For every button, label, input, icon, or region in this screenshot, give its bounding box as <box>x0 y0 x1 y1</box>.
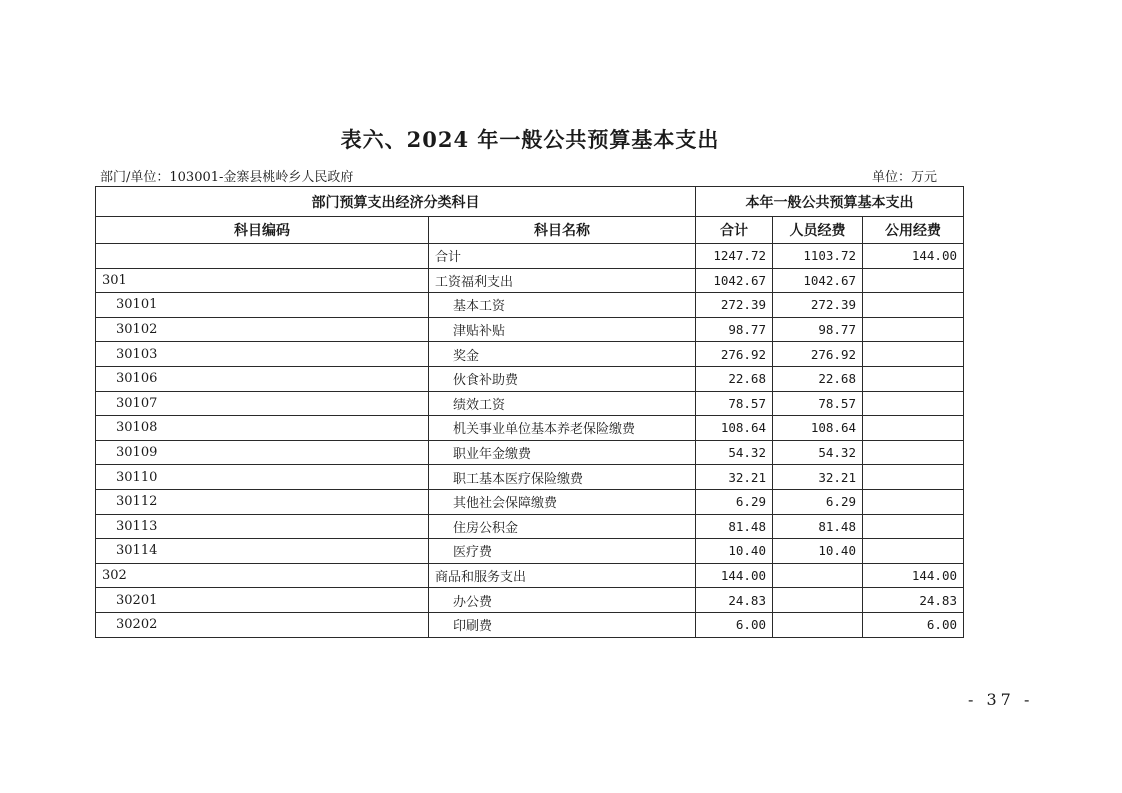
table-row <box>96 514 964 539</box>
cell-personnel: 108.64 <box>773 416 863 441</box>
cell-personnel: 22.68 <box>773 366 863 391</box>
cell-personnel: 54.32 <box>773 440 863 465</box>
cell-code: 301 <box>96 268 429 293</box>
cell-name: 工资福利支出 <box>429 268 696 293</box>
cell-total: 32.21 <box>696 465 773 490</box>
column-header-code: 科目编码 <box>96 217 429 244</box>
table-row <box>96 465 964 490</box>
cell-code: 30109 <box>96 440 429 465</box>
cell-name: 绩效工资 <box>429 391 696 416</box>
cell-code: 30113 <box>96 514 429 539</box>
cell-name: 合计 <box>429 244 696 269</box>
column-header-personnel: 人员经费 <box>773 217 863 244</box>
cell-name: 基本工资 <box>429 293 696 318</box>
cell-code: 30106 <box>96 366 429 391</box>
column-header-total: 合计 <box>696 217 773 244</box>
cell-name: 医疗费 <box>429 539 696 564</box>
cell-code: 30202 <box>96 612 429 637</box>
table-row <box>96 268 964 293</box>
cell-name: 津贴补贴 <box>429 317 696 342</box>
cell-code: 30102 <box>96 317 429 342</box>
cell-total: 81.48 <box>696 514 773 539</box>
cell-personnel: 81.48 <box>773 514 863 539</box>
group-header-basic-expenditure: 本年一般公共预算基本支出 <box>696 187 964 217</box>
table-row <box>96 366 964 391</box>
cell-personnel: 78.57 <box>773 391 863 416</box>
table-row <box>96 563 964 588</box>
cell-total: 54.32 <box>696 440 773 465</box>
cell-total: 276.92 <box>696 342 773 367</box>
cell-public <box>863 391 964 416</box>
table-row <box>96 391 964 416</box>
cell-total: 6.00 <box>696 612 773 637</box>
department-label: 部门/单位：103001-金寨县桃岭乡人民政府 <box>100 170 354 185</box>
table-row <box>96 416 964 441</box>
cell-personnel <box>773 588 863 613</box>
group-header-economic-classification: 部门预算支出经济分类科目 <box>96 187 696 217</box>
cell-name: 职工基本医疗保险缴费 <box>429 465 696 490</box>
cell-total: 24.83 <box>696 588 773 613</box>
cell-public <box>863 268 964 293</box>
page-number: - 37 - <box>968 690 1034 709</box>
cell-code: 30101 <box>96 293 429 318</box>
cell-total: 6.29 <box>696 489 773 514</box>
cell-personnel: 1103.72 <box>773 244 863 269</box>
cell-public: 24.83 <box>863 588 964 613</box>
page-title: 表六、2024 年一般公共预算基本支出 <box>340 127 720 152</box>
table-row <box>96 342 964 367</box>
cell-code: 30107 <box>96 391 429 416</box>
cell-code: 30108 <box>96 416 429 441</box>
cell-personnel: 98.77 <box>773 317 863 342</box>
cell-total: 98.77 <box>696 317 773 342</box>
cell-personnel: 276.92 <box>773 342 863 367</box>
column-header-name: 科目名称 <box>429 217 696 244</box>
table-body <box>96 244 964 638</box>
cell-personnel: 32.21 <box>773 465 863 490</box>
cell-public <box>863 416 964 441</box>
table-row <box>96 293 964 318</box>
cell-name: 印刷费 <box>429 612 696 637</box>
cell-public <box>863 293 964 318</box>
table-row <box>96 612 964 637</box>
cell-personnel <box>773 563 863 588</box>
cell-personnel: 6.29 <box>773 489 863 514</box>
cell-public <box>863 539 964 564</box>
cell-name: 伙食补助费 <box>429 366 696 391</box>
cell-total: 108.64 <box>696 416 773 441</box>
cell-code <box>96 244 429 269</box>
cell-code: 30110 <box>96 465 429 490</box>
unit-label: 单位：万元 <box>872 170 938 185</box>
cell-name: 其他社会保障缴费 <box>429 489 696 514</box>
cell-personnel: 1042.67 <box>773 268 863 293</box>
cell-name: 职业年金缴费 <box>429 440 696 465</box>
table-row <box>96 539 964 564</box>
cell-public <box>863 489 964 514</box>
cell-name: 奖金 <box>429 342 696 367</box>
cell-public <box>863 317 964 342</box>
cell-total: 78.57 <box>696 391 773 416</box>
cell-public <box>863 514 964 539</box>
cell-personnel: 272.39 <box>773 293 863 318</box>
cell-personnel <box>773 612 863 637</box>
cell-total: 1042.67 <box>696 268 773 293</box>
cell-code: 30112 <box>96 489 429 514</box>
budget-table <box>95 186 964 638</box>
cell-total: 144.00 <box>696 563 773 588</box>
table-row <box>96 244 964 269</box>
cell-code: 302 <box>96 563 429 588</box>
cell-name: 商品和服务支出 <box>429 563 696 588</box>
cell-public: 144.00 <box>863 244 964 269</box>
cell-public <box>863 440 964 465</box>
cell-public <box>863 465 964 490</box>
cell-name: 办公费 <box>429 588 696 613</box>
table-row <box>96 317 964 342</box>
cell-total: 1247.72 <box>696 244 773 269</box>
cell-public <box>863 342 964 367</box>
cell-total: 22.68 <box>696 366 773 391</box>
cell-total: 272.39 <box>696 293 773 318</box>
cell-code: 30103 <box>96 342 429 367</box>
cell-name: 住房公积金 <box>429 514 696 539</box>
column-header-public: 公用经费 <box>863 217 964 244</box>
table-row <box>96 588 964 613</box>
cell-personnel: 10.40 <box>773 539 863 564</box>
cell-total: 10.40 <box>696 539 773 564</box>
cell-public: 144.00 <box>863 563 964 588</box>
cell-code: 30114 <box>96 539 429 564</box>
table-row <box>96 440 964 465</box>
cell-name: 机关事业单位基本养老保险缴费 <box>429 416 696 441</box>
cell-public: 6.00 <box>863 612 964 637</box>
table-row <box>96 489 964 514</box>
cell-public <box>863 366 964 391</box>
cell-code: 30201 <box>96 588 429 613</box>
